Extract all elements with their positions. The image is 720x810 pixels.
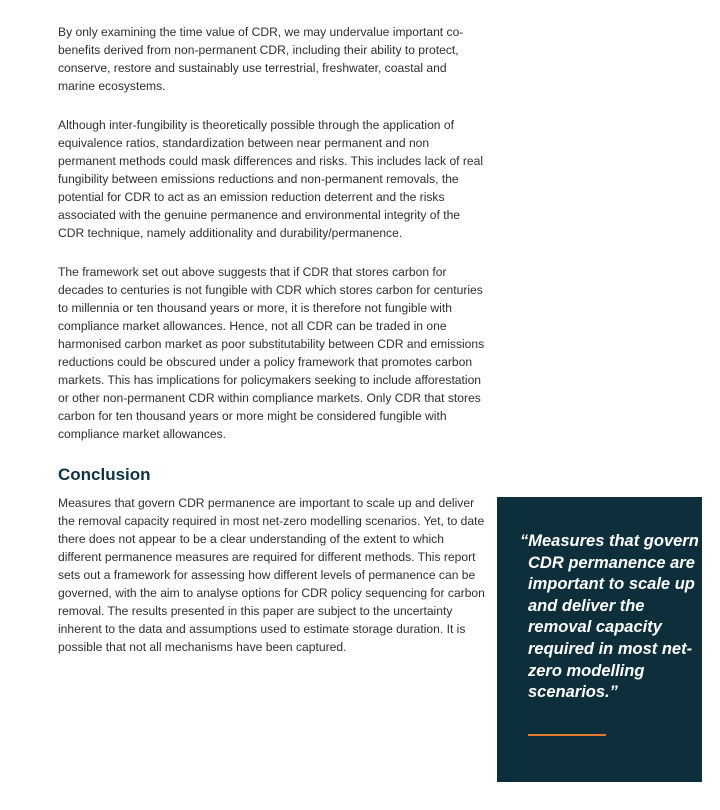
body-paragraph-2: Although inter-fungibility is theoretically possible through the application of equivalence ratios, standardization between near permanent and non permanent methods could mask differences and risks. This includes lack of real fungibility between emissions reductions and non-permanent removals, the potential for CDR to act as an emission reduction deterrent and the risks associated with the genuine permanence and environmental integrity of the CDR technique, namely additionality and durability/permanence. bbox=[58, 118, 484, 240]
pull-quote-divider bbox=[528, 734, 606, 736]
body-paragraph-1: By only examining the time value of CDR, we may undervalue important co-benefits derived from non-permanent CDR, including their ability to protect, conserve, restore and sustainably use terrestrial, freshwater, coastal and marine ecosystems. bbox=[58, 25, 464, 93]
conclusion-heading: Conclusion bbox=[58, 465, 151, 484]
conclusion-paragraph: Measures that govern CDR permanence are important to scale up and deliver the removal capacity required in most net-zero modelling scenarios. Yet, to date there does not appear to be a clear understanding of the extent to which different permanence measures are required for different methods. This report sets out a framework for assessing how different levels of permanence can be governed, with the aim to analyse options for CDR policy sequencing for carbon removal. The results presented in this paper are subject to the uncertainty inherent to the data and assumptions used to estimate storage duration. It is possible that not all mechanisms have been captured. bbox=[58, 496, 485, 654]
body-paragraph-3: The framework set out above suggests that if CDR that stores carbon for decades to centuries is not fungible with CDR which stores carbon for centuries to millennia or ten thousand years or more, it is therefore not fungible with compliance market allowances. Hence, not all CDR can be traded in one harmonised carbon market as poor substitutability between CDR and emissions reductions could be obscured under a policy framework that promotes carbon markets. This has implications for policymakers seeking to include afforestation or other non-permanent CDR within compliance markets. Only CDR that stores carbon for ten thousand years or more might be considered fungible with compliance market allowances. bbox=[58, 265, 485, 441]
pull-quote-box bbox=[497, 497, 702, 782]
pull-quote-text: “Measures that govern CDR permanence are important to scale up and deliver the removal capacity required in most net-zero modelling scenarios.” bbox=[520, 532, 699, 702]
main-column bbox=[58, 23, 486, 656]
